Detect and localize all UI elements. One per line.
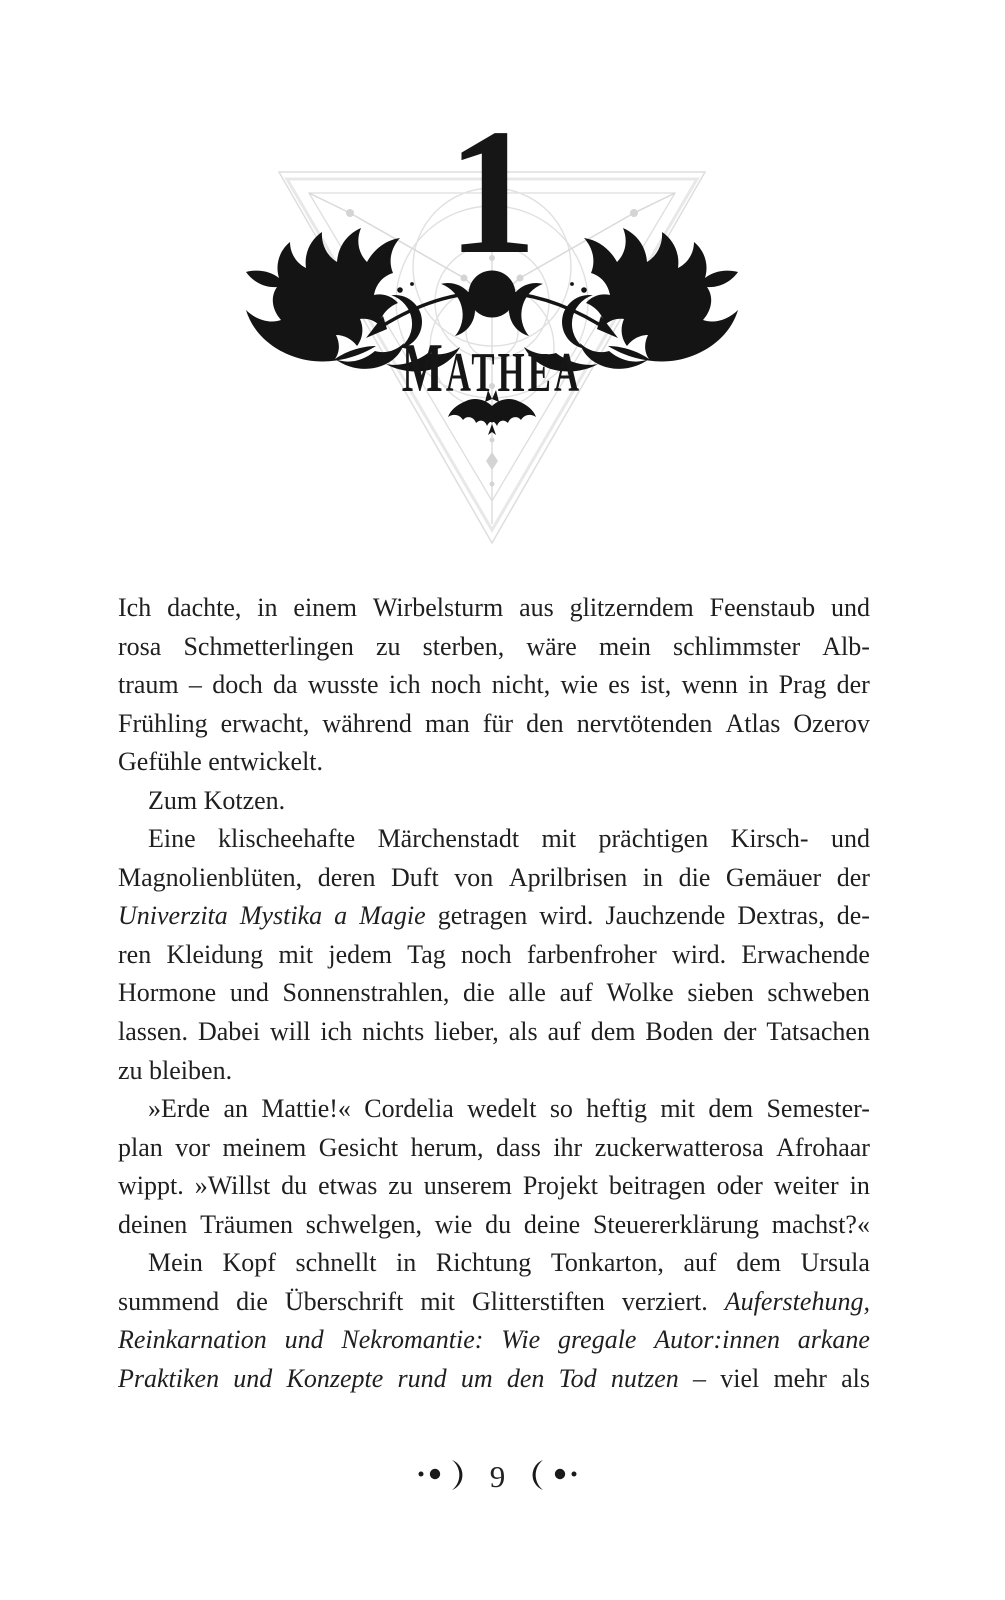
- text-line: Gefühle entwickelt.: [118, 747, 324, 777]
- text-line: plan vor meinem Gesicht herum, dass ihr zuckerwatterosa Afrohaar: [118, 1132, 870, 1162]
- text-line: lassen. Dabei will ich nichts lieber, als auf dem Boden der Tatsachen: [118, 1017, 870, 1047]
- text-line: Hormone und Sonnenstrahlen, die alle auf Wolke sieben schweben: [118, 978, 870, 1008]
- paragraph: [118, 1090, 870, 1244]
- text-line: summend die Überschrift mit Glitterstiften verziert. Auferstehung,: [118, 1286, 870, 1316]
- text-line: Univerzita Mystika a Magie getragen wird. Jauchzende Dextras, de-: [118, 901, 870, 931]
- text-line: Zum Kotzen.: [148, 785, 286, 815]
- text-line: Ich dachte, in einem Wirbelsturm aus glitzerndem Feenstaub und: [118, 593, 870, 622]
- paragraph: [118, 782, 870, 821]
- text-line: rosa Schmetterlingen zu sterben, wäre mein schlimmster Alb-: [118, 631, 870, 661]
- paragraph: [118, 1244, 870, 1398]
- chapter-number: 1: [447, 92, 537, 291]
- paragraph: [118, 589, 870, 782]
- text-line: ren Kleidung mit jedem Tag noch farbenfroher wird. Erwachende: [118, 939, 870, 969]
- text-line: zu bleiben.: [118, 1055, 233, 1085]
- body-text: [118, 589, 870, 1398]
- text-line: wippt. »Willst du etwas zu unserem Projekt beitragen oder weiter in: [118, 1171, 870, 1201]
- text-line: traum – doch da wusste ich noch nicht, wie es ist, wenn in Prag der: [118, 670, 870, 700]
- text-line: Eine klischeehafte Märchenstadt mit prächtigen Kirsch- und: [148, 824, 870, 854]
- page-footer: [0, 1455, 995, 1495]
- text-line: Praktiken und Konzepte rund um den Tod nutzen – viel mehr als: [118, 1363, 870, 1393]
- crescent-dots-right-icon: [521, 1457, 579, 1493]
- text-line: Mein Kopf schnellt in Richtung Tonkarton, auf dem Ursula: [148, 1248, 870, 1278]
- chapter-ornament: [180, 92, 804, 555]
- paragraph: [118, 820, 870, 1090]
- page-number: 9: [489, 1459, 506, 1494]
- text-line: Magnolienblüten, deren Duft von Aprilbrisen in die Gemäuer der: [118, 862, 870, 892]
- text-line: Reinkarnation und Nekromantie: Wie gregale Autor:innen arkane: [118, 1325, 870, 1355]
- text-line: deinen Träumen schwelgen, wie du deine Steuererklärung machst?«: [118, 1209, 870, 1239]
- text-line: Frühling erwacht, während man für den nervtötenden Atlas Ozerov: [118, 708, 870, 738]
- text-line: »Erde an Mattie!« Cordelia wedelt so heftig mit dem Semester-: [148, 1094, 870, 1124]
- crescent-dots-left-icon: [416, 1457, 474, 1493]
- chapter-title: MATHEA: [401, 330, 583, 407]
